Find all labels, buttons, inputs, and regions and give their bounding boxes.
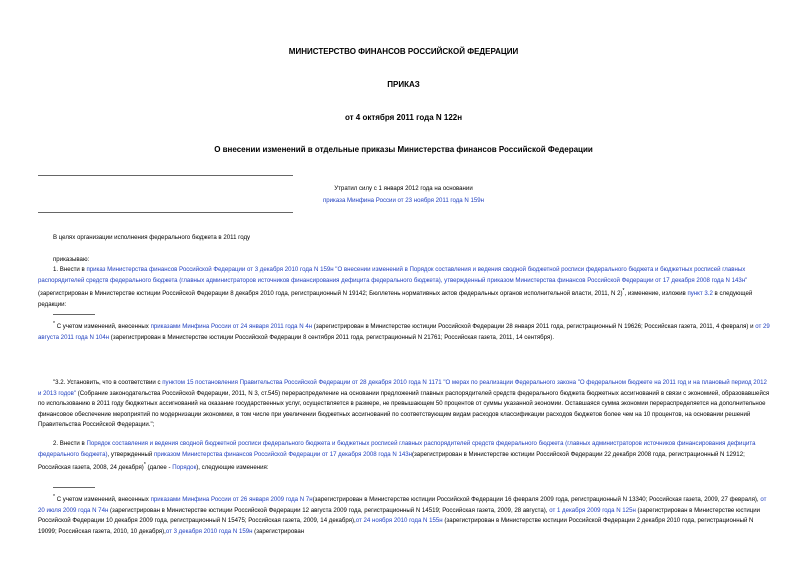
item-2-text-b: , утвержденный xyxy=(107,450,154,458)
footnote-2-marker: * xyxy=(53,494,55,500)
item-2-paragraph xyxy=(38,439,770,474)
item-2-link-procedure[interactable]: Порядок составления и ведения сводной бюджетной росписи федерального бюджета и бюджетных росписей главных распорядителей средств федерального бюджета (главных администраторов источников финансирования дефицита федерального бюджета) xyxy=(38,440,756,458)
footnote-2-link-4[interactable]: от 24 ноября 2010 года N 155н xyxy=(355,517,443,525)
ministry-heading: МИНИСТЕРСТВО ФИНАНСОВ РОССИЙСКОЙ ФЕДЕРАЦИИ xyxy=(288,47,519,56)
footnote-marker: * xyxy=(622,288,625,295)
footnote-2-text-b: (зарегистрирован в Министерстве юстиции Российской Федерации 16 февраля 2009 года, регистрационный N 13340; Российская газета, 2009, 27 февраля), xyxy=(312,496,761,504)
footnote-2-text-c: (зарегистрирован в Министерстве юстиции Российской Федерации 12 августа 2009 года, регистрационный N 14519; Российская газета, 2009, 28 августа), xyxy=(108,506,550,514)
footnote-2 xyxy=(38,492,770,537)
item-2-text-e: ), следующие изменения: xyxy=(196,464,269,472)
quoted-point-3-2 xyxy=(38,378,770,431)
quote-text-b: (Собрание законодательства Российской Федерации, 2011, N 3, ст.545) перераспределение на основании предложений главных распорядителей средств федерального бюджета бюджетных ассигнований в связи с экономией, образовавшейся по использованию в 2011 году бюджетных ассигнований на оказание государственных услуг, осуществляется в размере, не превышающем 50 процентов от суммы указанной экономии. Оставшаяся сумма экономии перераспределяется на дополнительное финансовое обеспечение мероприятий по модернизации экономики, в том числе при увеличении бюджетных ассигнований по соответствующим видам расходов классификации расходов бюджетов более чем на 10 процентов, на основании решений Правительства Российской Федерации."; xyxy=(38,389,770,429)
footnote-1-text-a: С учетом изменений, внесенных xyxy=(56,323,151,331)
quote-link-resolution[interactable]: пунктом 15 постановления Правительства Российской Федерации от 28 декабря 2010 года N 1171 "О мерах по реализации Федерального закона "О федеральном бюджете на 2011 год и на плановый период 2012 и 2013 годов" xyxy=(38,379,767,397)
item-1-text-c: , изменение, изложив xyxy=(624,290,688,298)
footnote-1 xyxy=(38,319,770,343)
footnote-2-text-e: (зарегистрирован в Министерстве юстиции Российской Федерации 2 декабря 2010 года, регистрационный N 19099; Российская газета, 2010, 10 декабря), xyxy=(38,517,754,535)
item-2-text-a: 2. Внести в xyxy=(53,440,87,447)
footnote-2-link-3[interactable]: от 1 декабря 2009 года N 125н xyxy=(549,506,636,514)
item-2-text-d: (далее - xyxy=(145,464,173,472)
footnote-1-divider xyxy=(53,314,95,315)
footnote-1-text-b: (зарегистрирован в Министерстве юстиции Российской Федерации 28 января 2011 года, регистрационный N 19626; Российская газета, 2011, 4 февраля) и xyxy=(312,323,756,331)
item-1-text-b: (зарегистрирован в Министерстве юстиции Российской Федерации 8 декабря 2010 года, регистрационный N 19142; Бюллетень нормативных актов федеральных органов исполнительной власти, 2011, N 2) xyxy=(38,290,623,298)
footnote-2-link-5[interactable]: от 3 декабря 2010 года N 159н xyxy=(165,527,253,535)
footnote-1-link-2[interactable]: от 29 августа 2011 года N 104н xyxy=(38,323,770,341)
divider-top xyxy=(38,175,293,176)
item-1-paragraph xyxy=(38,265,770,310)
intro-paragraph: В целях организации исполнения федерального бюджета в 2011 году xyxy=(53,234,251,241)
footnote-marker: * xyxy=(143,462,146,469)
status-link[interactable]: приказа Минфина России от 23 ноября 2011 года N 159н xyxy=(322,197,485,204)
footnote-1-marker: * xyxy=(53,321,55,327)
footnote-2-text-f: (зарегистрирован xyxy=(252,527,305,535)
item-2-link-order[interactable]: приказом Министерства финансов Российской Федерации от 17 декабря 2008 года N 143н xyxy=(153,450,412,458)
footnote-1-link-1[interactable]: приказами Минфина России от 24 января 2011 года N 4н xyxy=(150,323,313,331)
page-title: О внесении изменений в отдельные приказы Министерства финансов Российской Федерации xyxy=(214,145,593,154)
quote-text-a: "3.2. Установить, что в соответствии с xyxy=(53,379,163,386)
footnote-2-divider xyxy=(53,487,95,488)
divider-bottom xyxy=(38,212,293,213)
item-2-text-c: (зарегистрирован в Министерстве юстиции Российской Федерации 22 декабря 2008 года, регистрационный N 12912; Российская газета, 2008, 24 декабря) xyxy=(38,450,745,472)
item-1-text-d: в следующей редакции: xyxy=(38,290,753,308)
footnote-2-text-a: С учетом изменений, внесенных xyxy=(56,496,151,504)
date-number-heading: от 4 октября 2011 года N 122н xyxy=(344,113,463,122)
item-1-link-order[interactable]: приказ Министерства финансов Российской Федерации от 3 декабря 2010 года N 159н "О внесении изменений в Порядок составления и ведения сводной бюджетной росписи федерального бюджета и бюджетных росписей главных распорядителей средств федерального бюджета (главных администраторов источников финансирования дефицита федерального бюджета), утвержденный приказом Министерства финансов Российской Федерации от 17 декабря 2008 года N 143н" xyxy=(38,266,748,284)
status-note: Утратил силу с 1 января 2012 года на основании xyxy=(334,185,473,192)
item-2-link-poryadok[interactable]: Порядок xyxy=(172,464,197,472)
footnote-2-link-1[interactable]: приказами Минфина России от 26 января 2009 года N 7н xyxy=(150,496,313,504)
footnote-2-link-2[interactable]: от 20 июля 2009 года N 74н xyxy=(38,496,767,514)
footnote-2-text-d: (зарегистрирован в Министерстве юстиции Российской Федерации 10 декабря 2009 года, регистрационный N 15475; Российская газета, 2009, 14 декабря), xyxy=(38,506,761,525)
footnote-1-text-c: (зарегистрирован в Министерстве юстиции Российской Федерации 8 сентября 2011 года, регистрационный N 21761; Российская газета, 2011, 14 сентября). xyxy=(109,333,555,341)
intro-order-word: приказываю: xyxy=(53,256,90,263)
item-1-text-a: 1. Внести в xyxy=(53,266,87,273)
doc-type-heading: ПРИКАЗ xyxy=(387,80,420,89)
item-1-link-point[interactable]: пункт 3.2 xyxy=(687,290,713,298)
